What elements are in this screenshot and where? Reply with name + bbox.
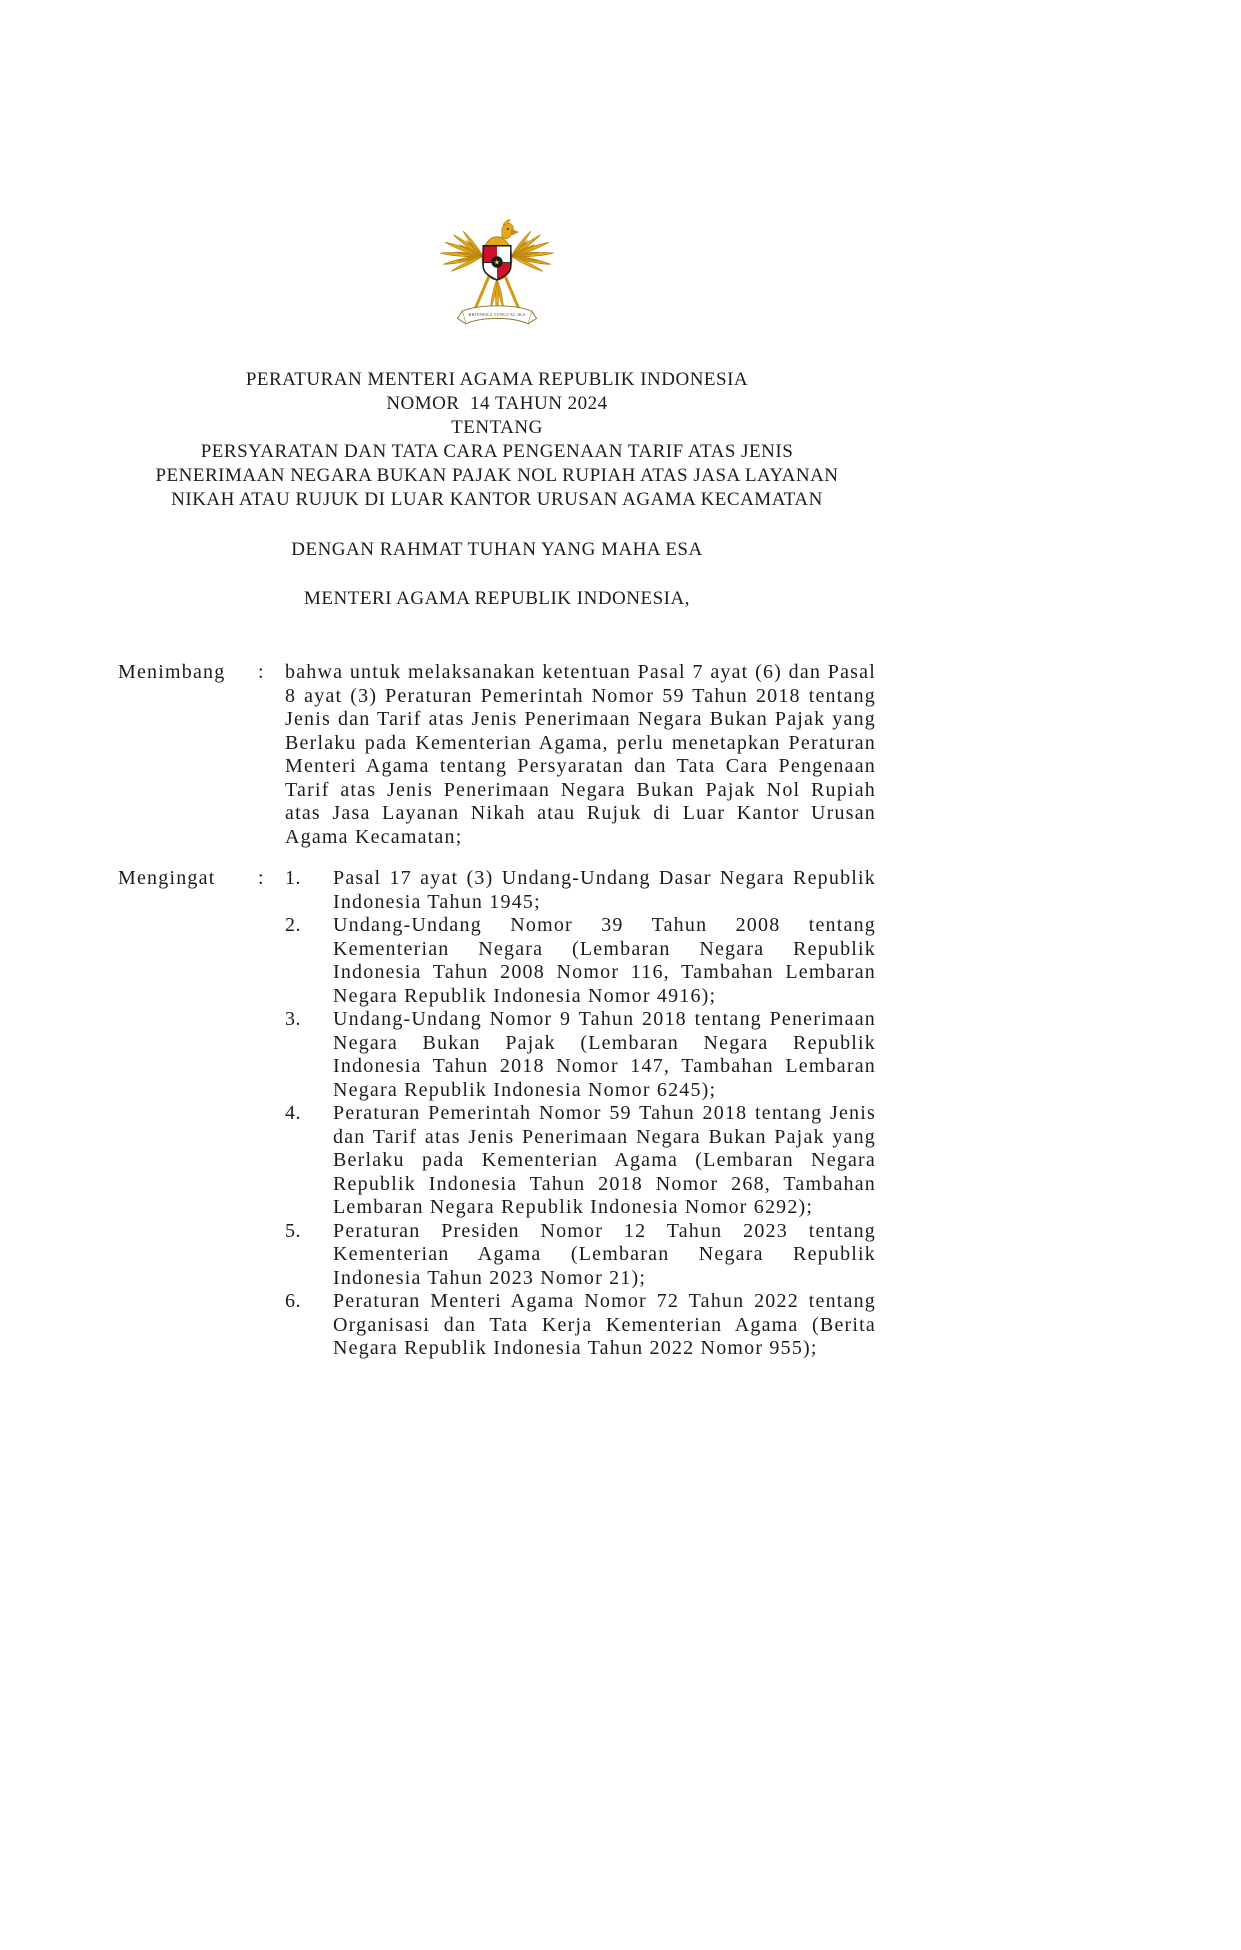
emblem-head xyxy=(502,219,519,238)
legal-basis-item xyxy=(285,1102,876,1220)
legal-item-text: Pasal 17 ayat (3) Undang-Undang Dasar Negara Republik Indonesia Tahun 1945; xyxy=(333,867,876,913)
title-line-subject-2: PENERIMAAN NEGARA BUKAN PAJAK NOL RUPIAH ATAS JASA LAYANAN xyxy=(155,465,839,486)
legal-item-number: 1. xyxy=(285,867,301,889)
invocation-line: DENGAN RAHMAT TUHAN YANG MAHA ESA xyxy=(291,539,703,560)
document-content-column xyxy=(118,178,876,1361)
authority-line: MENTERI AGAMA REPUBLIK INDONESIA, xyxy=(304,588,690,609)
recalling-section xyxy=(118,867,876,1361)
considering-label: Menimbang xyxy=(118,661,226,683)
considering-separator: : xyxy=(258,661,264,683)
legal-item-text: Undang-Undang Nomor 39 Tahun 2008 tentang Kementerian Negara (Lembaran Negara Republik Indonesia Tahun 2008 Nomor 116, Tambahan Lembaran Negara Republik Indonesia Nomor 4916); xyxy=(333,914,876,1007)
title-line-regulation: PERATURAN MENTERI AGAMA REPUBLIK INDONESIA xyxy=(245,369,749,390)
legal-basis-item xyxy=(285,914,876,1008)
considering-section xyxy=(118,661,876,849)
emblem-right-wing xyxy=(510,230,553,272)
emblem-left-wing xyxy=(440,230,483,272)
legal-basis-item xyxy=(285,1008,876,1102)
legal-item-text: Peraturan Pemerintah Nomor 59 Tahun 2018 tentang Jenis dan Tarif atas Jenis Penerimaan Negara Bukan Pajak yang Berlaku pada Kementerian Agama (Lembaran Negara Republik Indonesia Tahun 2018 Nomor 268, Tambahan Lembaran Negara Republik Indonesia Nomor 6292); xyxy=(333,1102,876,1218)
title-line-number: NOMOR 14 TAHUN 2024 xyxy=(386,393,608,414)
legal-basis-item xyxy=(285,1220,876,1291)
legal-basis-item xyxy=(285,1290,876,1361)
legal-basis-item xyxy=(285,867,876,914)
emblem-banner xyxy=(457,306,536,324)
emblem-star-icon: ★ xyxy=(493,258,501,267)
recalling-label: Mengingat xyxy=(118,867,216,889)
recalling-separator: : xyxy=(258,867,264,889)
legal-item-text: Peraturan Menteri Agama Nomor 72 Tahun 2022 tentang Organisasi dan Tata Kerja Kementerian Agama (Berita Negara Republik Indonesia Tahun 2022 Nomor 955); xyxy=(333,1290,876,1359)
legal-item-number: 6. xyxy=(285,1290,301,1312)
legal-item-number: 2. xyxy=(285,914,301,936)
title-line-subject-3: NIKAH ATAU RUJUK DI LUAR KANTOR URUSAN AGAMA KECAMATAN xyxy=(171,489,823,510)
garuda-icon xyxy=(431,178,563,340)
considering-text: bahwa untuk melaksanakan ketentuan Pasal 7 ayat (6) dan Pasal 8 ayat (3) Peraturan Pemerintah Nomor 59 Tahun 2018 tentang Jenis dan Tarif atas Jenis Penerimaan Negara Bukan Pajak yang Berlaku pada Kementerian Agama, perlu menetapkan Peraturan Menteri Agama tentang Persyaratan dan Tata Cara Pengenaan Tarif atas Jenis Penerimaan Negara Bukan Pajak Nol Rupiah atas Jasa Layanan Nikah atau Rujuk di Luar Kantor Urusan Agama Kecamatan; xyxy=(285,661,876,848)
legal-item-number: 4. xyxy=(285,1102,301,1124)
recalling-list xyxy=(285,867,876,1361)
garuda-pancasila-emblem xyxy=(431,178,563,340)
title-line-subject-1: PERSYARATAN DAN TATA CARA PENGENAAN TARIF ATAS JENIS xyxy=(200,441,794,462)
legal-item-text: Undang-Undang Nomor 9 Tahun 2018 tentang Penerimaan Negara Bukan Pajak (Lembaran Negara Republik Indonesia Tahun 2018 Nomor 147, Tambahan Lembaran Negara Republik Indonesia Nomor 6245); xyxy=(333,1008,876,1101)
emblem-motto-text: BHINNEKA TUNGGAL IKA xyxy=(468,312,526,317)
document-title-block xyxy=(118,368,876,512)
legal-item-text: Peraturan Presiden Nomor 12 Tahun 2023 tentang Kementerian Agama (Lembaran Negara Republik Indonesia Tahun 2023 Nomor 21); xyxy=(333,1219,876,1289)
legal-item-number: 3. xyxy=(285,1008,301,1030)
title-line-tentang: TENTANG xyxy=(451,417,543,438)
legal-item-number: 5. xyxy=(285,1219,301,1242)
